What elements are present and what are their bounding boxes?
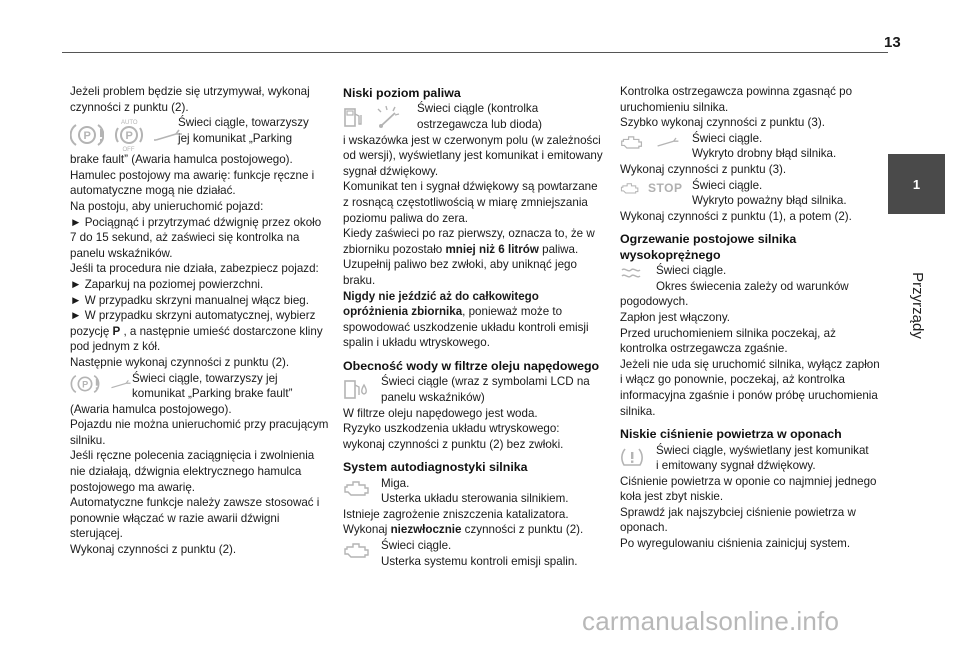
- warning-text-cont: brake fault” (Awaria hamulca postojowego).: [70, 153, 293, 167]
- paragraph: Kontrolka ostrzegawcza powinna zgasnąć po uruchomieniu silnika.: [620, 85, 853, 114]
- fuel-pump-icon: [343, 106, 363, 128]
- warning-text: Świeci ciągle, wyświetlany jest komunikat: [656, 443, 869, 457]
- tyre-pressure-warning: [620, 443, 880, 474]
- bullet-step: ► W przypadku skrzyni automatycznej, wybierz pozycję P , a następnie umieść dostarczone kliny pod jednym z kół.: [70, 309, 323, 354]
- engine-check-icon: [343, 479, 371, 497]
- paragraph: Kiedy zaświeci po raz pierwszy, oznacza to, że w zbiorniku pozostało mniej niż 6 litrów paliwa.: [343, 227, 595, 256]
- paragraph: Zapłon jest włączony.: [620, 310, 730, 324]
- glow-plug-icon: [620, 266, 644, 280]
- paragraph: Uzupełnij paliwo bez zwłoki, aby uniknąć jego braku.: [343, 258, 577, 287]
- watermark: carmanualsonline.info: [582, 606, 840, 636]
- paragraph: Hamulec postojowy ma awarię: funkcje ręczne i automatyczne mogą nie działać.: [70, 168, 315, 198]
- engine-icon: [620, 134, 644, 150]
- paragraph: W filtrze oleju napędowego jest woda.: [343, 406, 538, 420]
- major-engine-fault-warning: [620, 178, 880, 209]
- section-heading-tyre-pressure: Niskie ciśnienie powietrza w oponach: [620, 427, 842, 442]
- warning-text: Świeci ciągle, towarzyszy jej: [132, 371, 278, 385]
- paragraph: Ryzyko uszkodzenia układu wtryskowego: wykonaj czynności z punktu (2) bez zwłoki.: [343, 422, 564, 451]
- paragraph: Po wyregulowaniu ciśnienia zainicjuj system.: [620, 537, 851, 551]
- tyre-pressure-icon: [620, 446, 644, 468]
- warning-text: Świeci ciągle (wraz z symbolami LCD na: [381, 375, 590, 389]
- paragraph: Ciśnienie powietrza w oponie co najmniej jednego koła jest zbyt niskie.: [620, 474, 877, 504]
- svg-text:P: P: [82, 378, 89, 389]
- svg-text:OFF: OFF: [122, 147, 135, 153]
- bullet-step: ► W przypadku skrzyni manualnej włącz bieg.: [70, 293, 309, 307]
- engine-diagnostic-flashing: [343, 476, 603, 507]
- section-heading-diagnostics: System autodiagnostyki silnika: [343, 460, 528, 475]
- column-3: [620, 84, 880, 552]
- parking-brake-warning-icon: [70, 374, 100, 394]
- warning-text: Świeci ciągle.: [692, 178, 763, 192]
- column-2: [343, 84, 603, 569]
- svg-text:P: P: [83, 130, 91, 143]
- paragraph: Istnieje zagrożenie zniszczenia katalizatora.: [343, 507, 569, 521]
- bullet-step: ► Pociągnąć i przytrzymać dźwignię przez około 7 do 15 sekund, aż zaświeci się kontrolka na panelu wskaźników.: [70, 215, 322, 260]
- svg-text:P: P: [125, 130, 133, 143]
- paragraph: Na postoju, aby unieruchomić pojazd:: [70, 199, 264, 213]
- bullet-step: ► Zaparkuj na poziomej powierzchni.: [70, 277, 264, 291]
- svg-text:AUTO: AUTO: [121, 120, 138, 127]
- paragraph: Następnie wykonaj czynności z punktu (2).: [70, 355, 290, 369]
- paragraph: Jeśli ręczne polecenia zaciągnięcia i zwolnienia nie działają, dźwignia elektrycznego hamulca postojowego ma awarię.: [70, 449, 315, 494]
- fuel-gauge-icon: [375, 104, 401, 130]
- warning-text: Miga.: [381, 476, 410, 490]
- paragraph: Jeśli ta procedura nie działa, zabezpiecz pojazd:: [70, 262, 319, 276]
- paragraph: Pojazdu nie można unieruchomić przy pracującym silniku.: [70, 418, 329, 447]
- paragraph: Nigdy nie jeździć aż do całkowitego opróżnienia zbiornika, ponieważ może to spowodować uszkodzenie układu kontroli emisji spalin i układu wtryskowego.: [343, 289, 589, 350]
- paragraph: i wskazówka jest w czerwonym polu (w zależności od wersji), wyświetlany jest komunikat i emitowany sygnał dźwiękowy.: [343, 133, 603, 178]
- section-label: Przyrządy: [908, 271, 926, 339]
- warning-text: Usterka systemu kontroli emisji spalin.: [381, 554, 578, 568]
- warning-text-cont: (Awaria hamulca postojowego).: [70, 402, 232, 416]
- paragraph: Komunikat ten i sygnał dźwiękowy są powtarzane z rosnącą częstotliwością w miarę zmniejszania poziomu paliwa do zera.: [343, 180, 598, 225]
- paragraph: Wykonaj czynności z punktu (1), a potem (2).: [620, 209, 852, 223]
- intro-text: Jeżeli problem będzie się utrzymywał, wykonaj czynności z punktu (2).: [70, 85, 310, 114]
- water-in-fuel-icon: [343, 377, 369, 401]
- minor-engine-fault-warning: [620, 131, 880, 162]
- section-heading-water: Obecność wody w filtrze oleju napędowego: [343, 358, 600, 373]
- warning-text: Świeci ciągle, towarzyszy: [178, 116, 309, 130]
- water-in-fuel-warning: [343, 374, 603, 405]
- warning-text-cont: pogodowych.: [620, 295, 689, 309]
- paragraph: Wykonaj czynności z punktu (3).: [620, 162, 787, 176]
- stop-warning-icon: STOP: [648, 180, 683, 195]
- warning-text: Świeci ciągle.: [692, 131, 763, 145]
- preheating-warning: [620, 263, 880, 294]
- warning-text: Świeci ciągle.: [656, 264, 727, 278]
- paragraph: Wykonaj niezwłocznie czynności z punktu (2).: [343, 523, 584, 537]
- warning-text: Okres świecenia zależy od warunków: [656, 279, 849, 293]
- engine-check-icon: [343, 541, 371, 559]
- column-1: [70, 84, 330, 558]
- page-number: 13: [884, 34, 901, 51]
- wrench-icon: [656, 135, 680, 149]
- parking-brake-warning-1: [70, 115, 330, 152]
- engine-diagnostic-steady: [343, 538, 603, 569]
- paragraph: Wykonaj czynności z punktu (2).: [70, 543, 237, 557]
- paragraph: Przed uruchomieniem silnika poczekaj, aż kontrolka ostrzegawcza zgaśnie.: [620, 326, 836, 356]
- paragraph: Sprawdź jak najszybciej ciśnienie powietrza w oponach.: [620, 505, 856, 535]
- paragraph: Automatyczne funkcje należy zawsze stosować i ponownie włączać w razie awarii dźwigni sterującej.: [70, 496, 320, 541]
- warning-text: komunikat „Parking brake fault”: [132, 387, 293, 401]
- warning-text: Usterka układu sterowania silnikiem.: [381, 492, 569, 506]
- wrench-icon: [110, 377, 132, 391]
- warning-text: Świeci ciągle (kontrolka: [417, 102, 539, 116]
- warning-text: ostrzegawcza lub dioda): [417, 118, 543, 131]
- paragraph: Jeżeli nie uda się uruchomić silnika, wyłącz zapłon i włącz go ponownie, poczekaj, aż kontrolka informacyjna zgaśnie i ponów próbę uruchomienia silnika.: [620, 357, 880, 418]
- warning-text: panelu wskaźników): [381, 390, 485, 404]
- fuel-warning: [343, 101, 603, 132]
- paragraph: Szybko wykonaj czynności z punktu (3).: [620, 116, 825, 130]
- section-heading-preheating: Ogrzewanie postojowe silnika wysokoprężnego: [620, 232, 797, 262]
- header-rule: [62, 52, 888, 53]
- parking-brake-warning-icon: [70, 123, 104, 147]
- warning-text: i emitowany sygnał dźwiękowy.: [656, 459, 816, 473]
- auto-off-parking-icon: [114, 118, 144, 152]
- section-tab[interactable]: 1: [888, 154, 945, 214]
- engine-icon: [620, 181, 640, 195]
- parking-brake-warning-2: [70, 371, 330, 402]
- warning-text: jej komunikat „Parking: [178, 131, 293, 145]
- section-heading-fuel: Niski poziom paliwa: [343, 86, 461, 100]
- warning-text: Świeci ciągle.: [381, 539, 452, 553]
- warning-text: Wykryto drobny błąd silnika.: [692, 147, 837, 161]
- warning-text: Wykryto poważny błąd silnika.: [692, 194, 847, 208]
